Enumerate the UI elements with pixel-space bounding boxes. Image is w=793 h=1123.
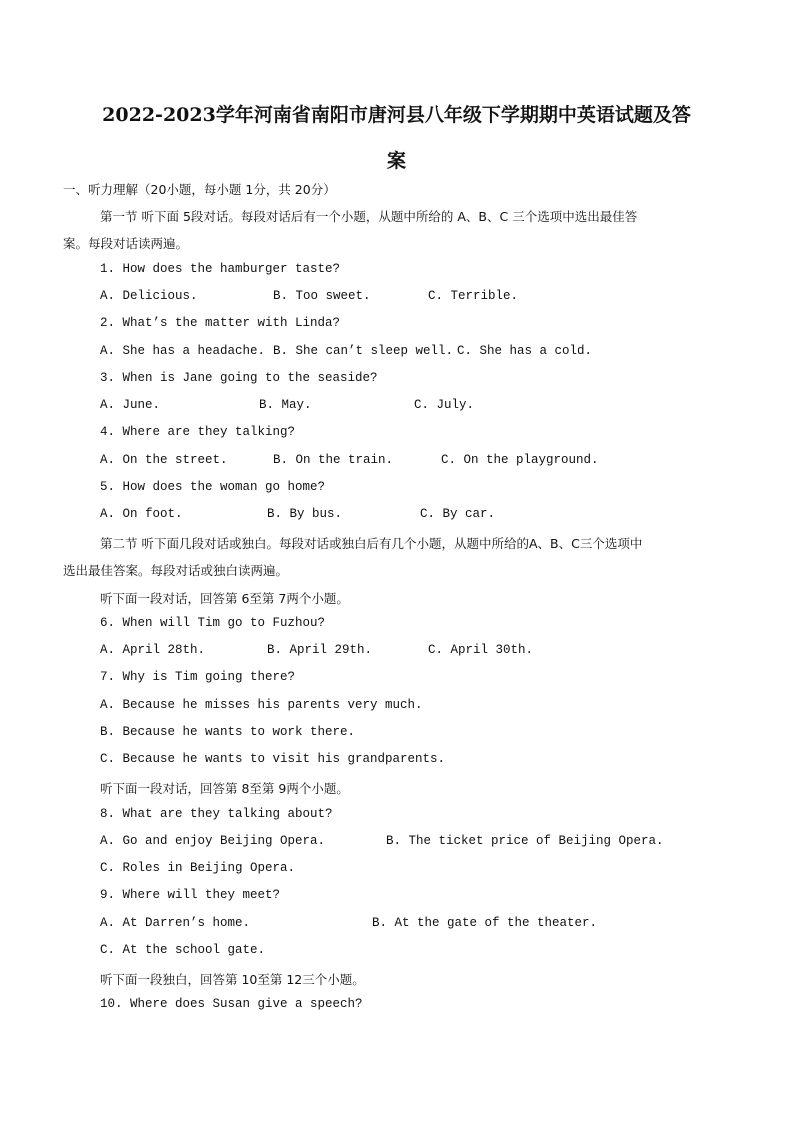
q6-option-c: C. April 30th. (428, 643, 534, 657)
question-6: 6. When will Tim go to Fuzhou? (100, 616, 326, 630)
q9-option-c: C. At the school gate. (100, 943, 266, 957)
part1-instructions-line1: 第一节 听下面 5段对话。每段对话后有一个小题，从题中所给的 A、B、C 三个选项中选出最佳答 (100, 209, 638, 224)
monologue-instruction-10-12: 听下面一段独白，回答第 10至第 12三个小题。 (100, 972, 365, 987)
question-8: 8. What are they talking about? (100, 807, 333, 821)
q2-option-b: B. She can’t sleep well. (273, 344, 454, 358)
q8-option-b: B. The ticket price of Beijing Opera. (386, 834, 664, 848)
part1-instructions-line2: 案。每段对话读两遍。 (63, 236, 189, 251)
q7-option-c: C. Because he wants to visit his grandparents. (100, 752, 446, 766)
q3-option-b: B. May. (259, 398, 312, 412)
q9-option-a: A. At Darren’s home. (100, 916, 251, 930)
q2-option-a: A. She has a headache. (100, 344, 266, 358)
title-line-1: 2022-2023学年河南省南阳市唐河县八年级下学期期中英语试题及答 (102, 104, 691, 126)
section-heading: 一、听力理解（20小题，每小题 1分，共 20分） (63, 182, 336, 197)
question-2: 2. What’s the matter with Linda? (100, 316, 341, 330)
q6-option-b: B. April 29th. (267, 643, 373, 657)
question-7: 7. Why is Tim going there? (100, 670, 296, 684)
dialog-instruction-6-7: 听下面一段对话，回答第 6至第 7两个小题。 (100, 591, 349, 606)
question-9: 9. Where will they meet? (100, 888, 281, 902)
part2-instructions-line2: 选出最佳答案。每段对话或独白读两遍。 (63, 563, 289, 578)
q3-option-a: A. June. (100, 398, 161, 412)
title-line-2: 案 (386, 150, 406, 172)
q6-option-a: A. April 28th. (100, 643, 206, 657)
q7-option-a: A. Because he misses his parents very much. (100, 698, 423, 712)
part2-instructions-line1: 第二节 听下面几段对话或独白。每段对话或独白后有几个小题，从题中所给的A、B、C三个选项中 (100, 536, 643, 551)
question-3: 3. When is Jane going to the seaside? (100, 371, 378, 385)
q1-option-a: A. Delicious. (100, 289, 198, 303)
q5-option-b: B. By bus. (267, 507, 343, 521)
dialog-instruction-8-9: 听下面一段对话，回答第 8至第 9两个小题。 (100, 781, 349, 796)
q4-option-c: C. On the playground. (441, 453, 599, 467)
q5-option-a: A. On foot. (100, 507, 183, 521)
q1-option-c: C. Terrible. (428, 289, 519, 303)
q3-option-c: C. July. (414, 398, 475, 412)
question-1: 1. How does the hamburger taste? (100, 262, 341, 276)
q5-option-c: C. By car. (420, 507, 496, 521)
q8-option-a: A. Go and enjoy Beijing Opera. (100, 834, 326, 848)
q9-option-b: B. At the gate of the theater. (372, 916, 598, 930)
q1-option-b: B. Too sweet. (273, 289, 371, 303)
question-5: 5. How does the woman go home? (100, 480, 326, 494)
q2-option-c: C. She has a cold. (457, 344, 593, 358)
document-title (60, 92, 733, 184)
question-4: 4. Where are they talking? (100, 425, 296, 439)
question-10: 10. Where does Susan give a speech? (100, 997, 363, 1011)
q4-option-b: B. On the train. (273, 453, 394, 467)
q7-option-b: B. Because he wants to work there. (100, 725, 356, 739)
q4-option-a: A. On the street. (100, 453, 228, 467)
q8-option-c: C. Roles in Beijing Opera. (100, 861, 296, 875)
